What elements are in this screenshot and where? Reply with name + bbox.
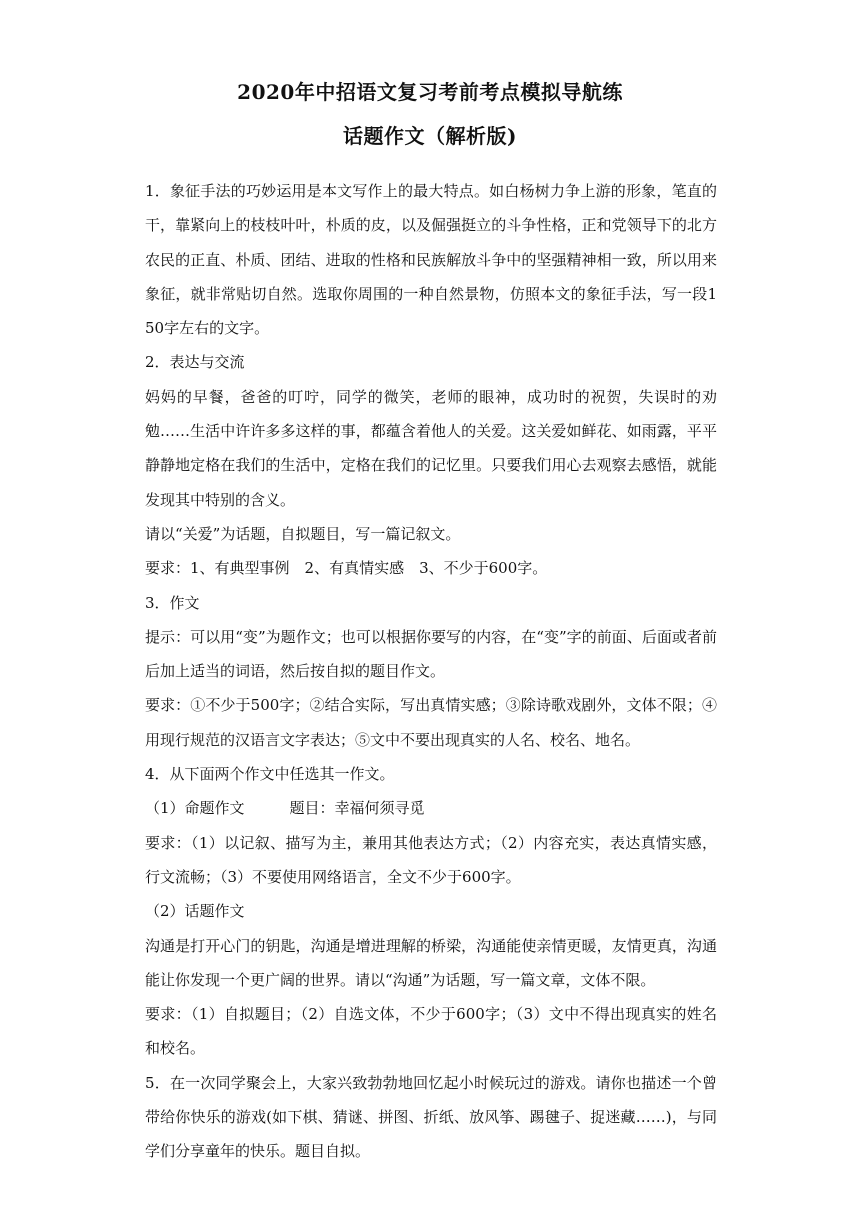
document-body <box>145 174 717 1169</box>
question-4-option-2: （2）话题作文 <box>145 902 245 921</box>
question-2-prompt: 妈妈的早餐，爸爸的叮咛，同学的微笑，老师的眼神，成功时的祝贺，失误时的劝勉……生活中许许多多这样的事，都蕴含着他人的关爱。这关爱如鲜花、如雨露，平平静静地定格在我们的生活中，定格在我们的记忆里。只要我们用心去观察去感悟，就能发现其中特别的含义。 <box>145 387 717 509</box>
question-3-requirements: 要求：①不少于500字；②结合实际，写出真情实感；③除诗歌戏剧外，文体不限；④用现行规范的汉语言文字表达；⑤文中不要出现真实的人名、校名、地名。 <box>145 696 717 749</box>
question-4-option-1-requirements: 要求：（1）以记叙、描写为主，兼用其他表达方式；（2）内容充实，表达真情实感，行文流畅；（3）不要使用网络语言，全文不少于600字。 <box>145 833 717 886</box>
question-2-requirements: 要求：1、有典型事例 2、有真情实感 3、不少于600字。 <box>145 559 548 578</box>
question-3-heading: 3．作文 <box>145 593 200 612</box>
question-1-text: 1．象征手法的巧妙运用是本文写作上的最大特点。如白杨树力争上游的形象，笔直的干，靠紧向上的枝枝叶叶，朴质的皮，以及倔强挺立的斗争性格，正和党领导下的北方农民的正直、朴质、团结、进取的性格和民族解放斗争中的坚强精神相一致，所以用来象征，就非常贴切自然。选取你周围的一种自然景物，仿照本文的象征手法，写一段150字左右的文字。 <box>145 182 717 338</box>
question-5-text: 5．在一次同学聚会上，大家兴致勃勃地回忆起小时候玩过的游戏。请你也描述一个曾带给你快乐的游戏(如下棋、猜谜、拼图、折纸、放风筝、踢毽子、捉迷藏……)，与同学们分享童年的快乐。题目自拟。 <box>145 1073 717 1161</box>
question-4-heading: 4．从下面两个作文中任选其一作文。 <box>145 765 395 784</box>
question-2-heading: 2．表达与交流 <box>145 353 245 372</box>
question-2-instruction: 请以“关爱”为话题，自拟题目，写一篇记叙文。 <box>145 524 461 543</box>
document-title: 2020年中招语文复习考前考点模拟导航练 <box>237 80 623 104</box>
question-4-option-1: （1）命题作文 题目：幸福何须寻觅 <box>145 799 425 818</box>
question-4-option-2-prompt: 沟通是打开心门的钥匙，沟通是增进理解的桥梁，沟通能使亲情更暖，友情更真，沟通能让你发现一个更广阔的世界。请以“沟通”为话题，写一篇文章，文体不限。 <box>145 936 717 989</box>
question-4-option-2-requirements: 要求：（1）自拟题目；（2）自选文体，不少于600字；（3）文中不得出现真实的姓名和校名。 <box>145 1005 717 1058</box>
document-subtitle: 话题作文（解析版) <box>343 124 517 148</box>
question-3-hint: 提示：可以用“变”为题作文；也可以根据你要写的内容，在“变”字的前面、后面或者前后加上适当的词语，然后按自拟的题目作文。 <box>145 627 717 681</box>
